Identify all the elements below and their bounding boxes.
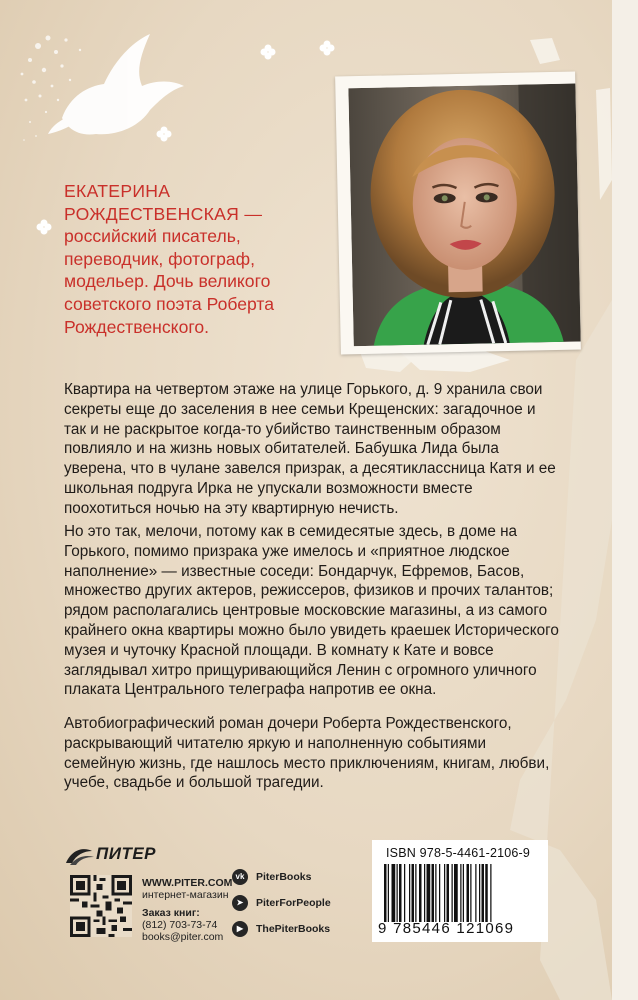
author-bio: российский писатель, переводчик, фотограф, модельер. Дочь великого советского поэта Роберта Рождественского. xyxy=(64,226,275,337)
social-vk[interactable] xyxy=(232,869,362,887)
author-name: ЕКАТЕРИНА РОЖДЕСТВЕНСКАЯ — xyxy=(64,181,263,224)
publisher-website[interactable]: WWW.PITER.COM xyxy=(142,877,233,889)
vk-icon: vk xyxy=(232,869,248,885)
order-email[interactable]: books@piter.com xyxy=(142,931,224,943)
barcode-panel xyxy=(372,840,548,942)
social-vk-label: PiterBooks xyxy=(256,871,312,883)
isbn-text: ISBN 978-5-4461-2106-9 xyxy=(386,846,531,860)
author-photo-frame xyxy=(330,66,588,364)
social-youtube[interactable] xyxy=(232,921,362,939)
order-label: Заказ книг: xyxy=(142,907,200,919)
barcode-icon xyxy=(382,864,538,922)
telegram-icon: ➤ xyxy=(232,895,248,911)
author-info xyxy=(64,180,334,338)
order-phone: (812) 703-73-74 xyxy=(142,919,218,931)
qr-code-icon xyxy=(70,875,132,937)
author-photo xyxy=(348,84,580,347)
social-youtube-label: ThePiterBooks xyxy=(256,923,331,935)
blurb-paragraph-3: Автобиографический роман дочери Роберта Рождественского, раскрывающий читателю яркую и наполненную событиями семейную жизнь, где нашлось место приключениям, книгам, любви, учебе, свадьбе и большой трагедии. xyxy=(64,715,550,792)
blurb-paragraph-2: Но это так, мелочи, потому как в семидесятые здесь, в доме на Горького, помимо призрака уже имелось и «приятное людское наполнение» — известные соседи: Бондарчук, Ефремов, Басов, множество других актеров, режиссеров, физиков и прочих талантов; рядом располагались центровые московские магазины, а из самого крайнего окна квартиры можно было увидеть краешек Исторического музея и чуточку Красной площади. В комнату к Кате и вовсе заглядывал хитро прищуривающийся Ленин с огромного уличного плаката Центрального телеграфа напротив ее окна. xyxy=(64,523,559,699)
social-telegram-label: PiterForPeople xyxy=(256,897,331,909)
ean-number: 9 785446 121069 xyxy=(378,920,515,937)
youtube-icon: ▶ xyxy=(232,921,248,937)
blurb-paragraph-1: Квартира на четвертом этаже на улице Горького, д. 9 хранила свои секреты еще до заселения в нее семьи Крещенских: загадочное и так и не раскрытое когда-то убийство таинственным образом повлияло и на жизнь новых обитателей. Бабушка Лида была уверена, что в чулане завелся призрак, а десятиклассница Катя и ее школьная подруга Ирка не упускали возможности вместе поохотиться ночью на эту квартирную нечисть. xyxy=(64,381,556,517)
publisher-shop-label: интернет-магазин xyxy=(142,889,229,901)
social-telegram[interactable] xyxy=(232,895,362,913)
publisher-logo-text: ПИТЕР xyxy=(96,844,157,863)
dove-icon xyxy=(48,34,184,134)
